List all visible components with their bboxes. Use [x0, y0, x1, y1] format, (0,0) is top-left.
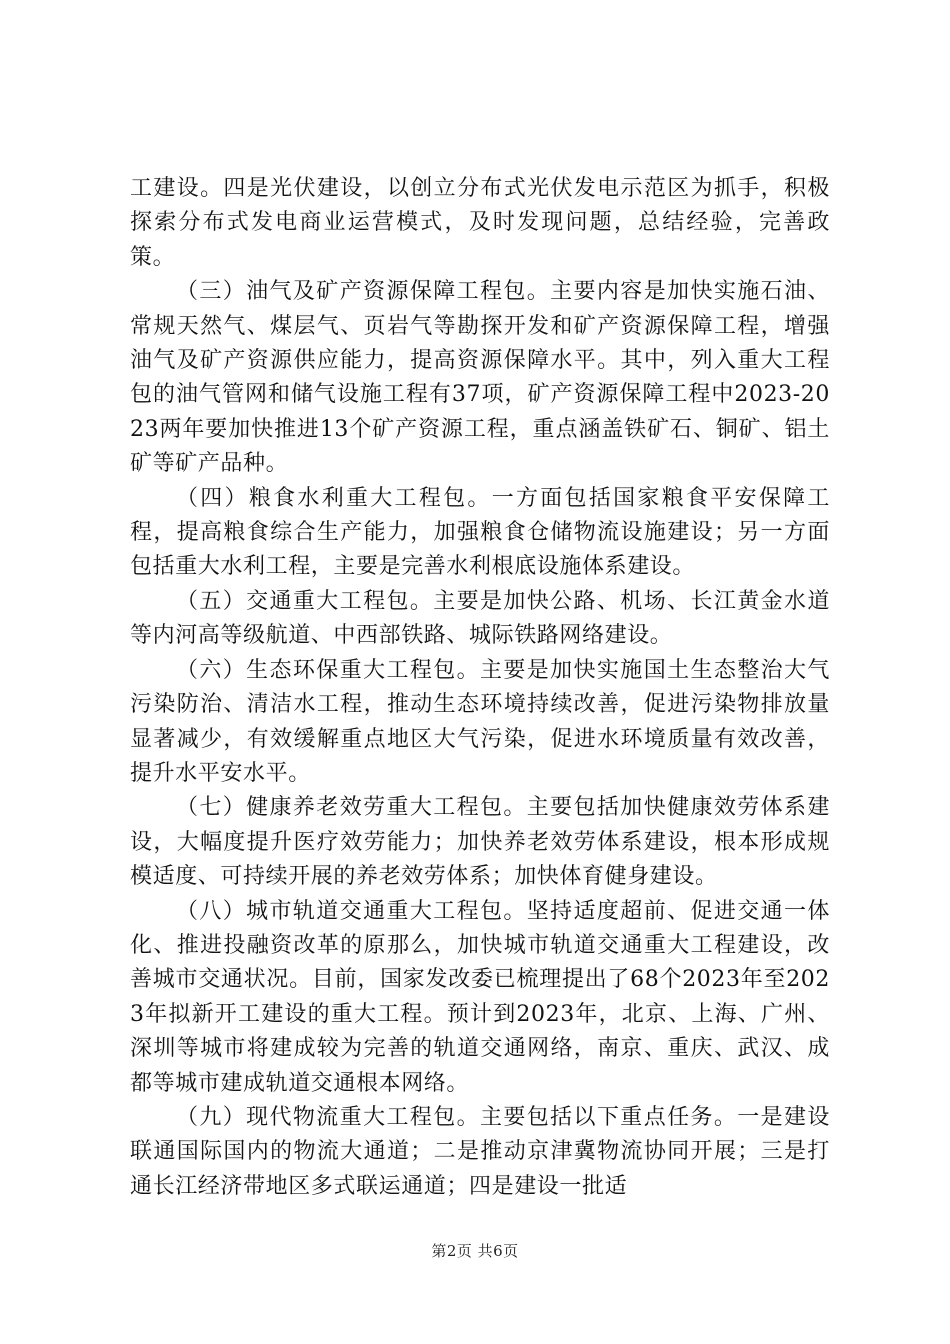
paragraph-section-9: （九）现代物流重大工程包。主要包括以下重点任务。一是建设联通国际国内的物流大通道；二是推动京津冀物流协同开展；三是打通长江经济带地区多式联运通道；四是建设一批适 [130, 1104, 830, 1199]
paragraph-section-4: （四）粮食水利重大工程包。一方面包括国家粮食平安保障工程，提高粮食综合生产能力，加强粮食仓储物流设施建设；另一方面包括重大水利工程，主要是完善水利根底设施体系建设。 [130, 485, 830, 580]
paragraph-section-3: （三）油气及矿产资源保障工程包。主要内容是加快实施石油、常规天然气、煤层气、页岩气等勘探开发和矿产资源保障工程，增强油气及矿产资源供应能力，提高资源保障水平。其中，列入重大工程包的油气管网和储气设施工程有37项，矿产资源保障工程中2023-2023两年要加快推进13个矿产资源工程，重点涵盖铁矿石、铜矿、铝土矿等矿产品种。 [130, 279, 830, 477]
page-footer: 第2页 共6页 [431, 1242, 519, 1260]
paragraph-section-8: （八）城市轨道交通重大工程包。坚持适度超前、促进交通一体化、推进投融资改革的原那么，加快城市轨道交通重大工程建设，改善城市交通状况。目前，国家发改委已梳理提出了68个2023年至2023年拟新开工建设的重大工程。预计到2023年，北京、上海、广州、深圳等城市将建成较为完善的轨道交通网络，南京、重庆、武汉、成都等城市建成轨道交通根本网络。 [130, 898, 830, 1096]
paragraph-section-7: （七）健康养老效劳重大工程包。主要包括加快健康效劳体系建设，大幅度提升医疗效劳能力；加快养老效劳体系建设，根本形成规模适度、可持续开展的养老效劳体系；加快体育健身建设。 [130, 795, 830, 890]
paragraph-continuation: 工建设。四是光伏建设，以创立分布式光伏发电示范区为抓手，积极探索分布式发电商业运营模式，及时发现问题，总结经验，完善政策。 [130, 176, 830, 270]
document-body [130, 172, 830, 1204]
paragraph-section-5: （五）交通重大工程包。主要是加快公路、机场、长江黄金水道等内河高等级航道、中西部铁路、城际铁路网络建设。 [130, 588, 830, 649]
paragraph-section-6: （六）生态环保重大工程包。主要是加快实施国土生态整治大气污染防治、清洁水工程，推动生态环境持续改善，促进污染物排放量显著减少，有效缓解重点地区大气污染，促进水环境质量有效改善，提升水平安水平。 [130, 657, 830, 786]
